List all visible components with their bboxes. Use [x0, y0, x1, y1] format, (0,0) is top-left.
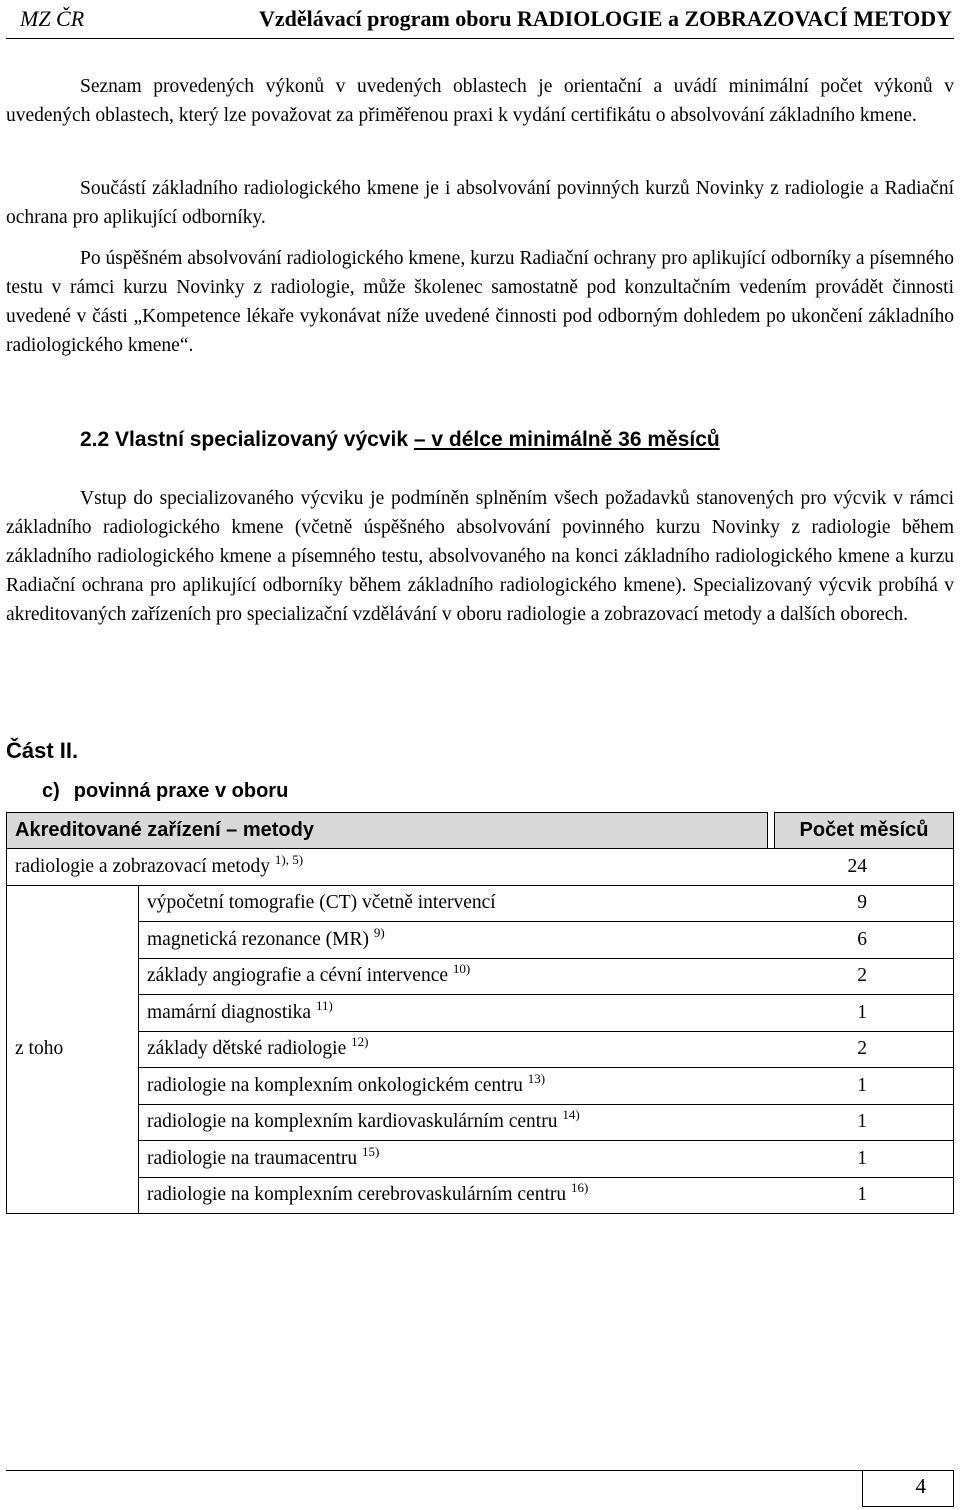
- table-row: [7, 1141, 954, 1178]
- row-value: 1: [775, 1141, 954, 1178]
- row-footnote: 15): [361, 1143, 380, 1159]
- footer-rule: [6, 1470, 954, 1471]
- table-header-row: [7, 813, 954, 849]
- row-footnote: 9): [373, 924, 385, 940]
- row-label: základy dětské radiologie $^{12)}$: [139, 1031, 775, 1068]
- page-number-box: [862, 1470, 954, 1507]
- section-title: Vlastní specializovaný výcvik: [115, 428, 409, 451]
- subpart-heading: [42, 780, 288, 803]
- table-row: [7, 1068, 954, 1105]
- table-row: [7, 1031, 954, 1068]
- table-row: [7, 958, 954, 995]
- page-header: [0, 0, 960, 40]
- header-program-title: Vzdělávací program oboru RADIOLOGIE a ZOBRAZOVACÍ METODY: [258, 6, 952, 31]
- header-rule: [6, 38, 954, 39]
- table-row: [7, 885, 954, 922]
- paragraph-specialized-training: Vstup do specializovaného výcviku je podmíněn splněním všech požadavků stanovených pro výcvik v rámci základního radiologického kmene (včetně úspěšného absolvování povinného kurzu Novinky z radiologie během základního radiologického kmene a písemného testu, absolvovaného na konci základního radiologického kmene a kurzu Radiační ochrana pro aplikující odborníky během základního radiologického kmene). Specializovaný výcvik probíhá v akreditovaných zařízeních pro specializační vzdělávání v oboru radiologie a zobrazovací metody a dalších oborech.: [6, 488, 954, 625]
- section-number: 2.2: [80, 428, 110, 451]
- row-label: základy angiografie a cévní intervence $^{10)}$: [139, 958, 775, 995]
- subpart-title: povinná praxe v oboru: [73, 780, 289, 802]
- row-footnote: 13): [527, 1070, 546, 1086]
- row-label: výpočetní tomografie (CT) včetně intervencí: [139, 885, 775, 922]
- header-gap: [768, 813, 775, 849]
- mandatory-practice-table: [6, 812, 954, 1214]
- paragraph-after-completion: Po úspěšném absolvování radiologického kmene, kurzu Radiační ochrany pro aplikující odborníky a písemného testu v rámci kurzu Novinky z radiologie, může školenec samostatně pod konzultačním vedením provádět činnosti uvedené v části „Kompetence lékaře vykonávat níže uvedené činnosti pod odborným dohledem po ukončení základního radiologického kmene“.: [6, 248, 954, 356]
- row-label: radiologie na komplexním kardiovaskulárním centru $^{14)}$: [139, 1104, 775, 1141]
- row-footnote: 11): [315, 997, 333, 1013]
- table-header-facility: Akreditované zařízení – metody: [7, 813, 768, 849]
- main-row-value: 24: [775, 849, 954, 886]
- main-row-footnote: 1), 5): [274, 851, 304, 867]
- main-row-label: radiologie a zobrazovací metody $^{1), 5)}$: [7, 849, 775, 886]
- row-value: 2: [775, 1031, 954, 1068]
- row-value: 9: [775, 885, 954, 922]
- row-value: 2: [775, 958, 954, 995]
- page-number: 4: [915, 1474, 926, 1498]
- row-value: 1: [775, 995, 954, 1032]
- row-value: 1: [775, 1104, 954, 1141]
- paragraph-minimum-procedures: Seznam provedených výkonů v uvedených oblastech je orientační a uvádí minimální počet výkonů v uvedených oblastech, který lze považovat za přiměřenou praxi k vydání certifikátu o absolvování základního kmene.: [6, 76, 954, 126]
- table-row-main: [7, 849, 954, 886]
- row-footnote: 10): [452, 961, 471, 977]
- row-label: radiologie na traumacentru $^{15)}$: [139, 1141, 775, 1178]
- part-title: Část II.: [6, 738, 79, 763]
- subpart-letter: c): [42, 780, 60, 802]
- row-value: 6: [775, 922, 954, 959]
- sub-rows: [7, 885, 954, 1214]
- row-value: 1: [775, 1177, 954, 1214]
- row-value: 1: [775, 1068, 954, 1105]
- row-footnote: 16): [570, 1180, 589, 1196]
- row-label: magnetická rezonance (MR) $^{9)}$: [139, 922, 775, 959]
- table-row: [7, 922, 954, 959]
- header-ministry: MZ ČR: [20, 6, 85, 31]
- group-label: z toho: [7, 885, 139, 1214]
- section-duration: – v délce minimálně 36 měsíců: [413, 428, 720, 451]
- section-heading: [80, 428, 720, 452]
- table-row: [7, 1177, 954, 1214]
- row-label: radiologie na komplexním onkologickém centru $^{13)}$: [139, 1068, 775, 1105]
- table-row: [7, 1104, 954, 1141]
- paragraph-mandatory-courses: Součástí základního radiologického kmene je i absolvování povinných kurzů Novinky z radiologie a Radiační ochrana pro aplikující odborníky.: [6, 178, 954, 228]
- row-footnote: 14): [562, 1107, 580, 1123]
- table-row: [7, 995, 954, 1032]
- table-header-months: Počet měsíců: [775, 813, 954, 849]
- row-label: radiologie na komplexním cerebrovaskulárním centru $^{16)}$: [139, 1177, 775, 1214]
- row-label: mamární diagnostika $^{11)}$: [139, 995, 775, 1032]
- row-footnote: 12): [351, 1034, 369, 1050]
